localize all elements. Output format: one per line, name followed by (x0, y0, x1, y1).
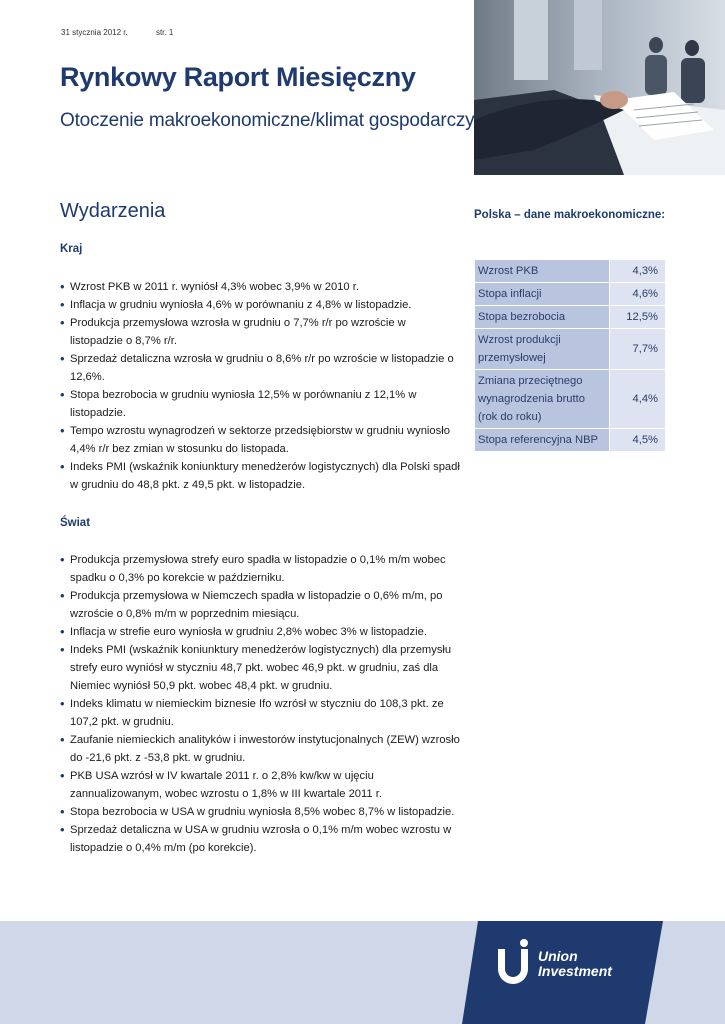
table-row (475, 260, 665, 283)
list-item: • Produkcja przemysłowa wzrosła w grudniu o 7,7% r/r po wzroście w listopadzie o 8,7% r/r. (60, 314, 460, 350)
report-subtitle: Otoczenie makroekonomiczne/klimat gospodarczy (60, 110, 475, 131)
row-label: Stopa referencyjna NBP (475, 429, 610, 452)
list-item: • Zaufanie niemieckich analityków i inwestorów instytucjonalnych (ZEW) wzrosło do -21,6 pkt. z -53,8 pkt. w grudniu. (60, 731, 460, 767)
logo-line-1: Union (538, 948, 578, 964)
row-value: 4,5% (610, 429, 666, 452)
table-row (475, 429, 665, 452)
union-investment-logo (538, 949, 612, 979)
page-meta (61, 28, 199, 37)
sidebar-title: Polska – dane makroekonomiczne: (474, 209, 666, 221)
list-item: • Indeks PMI (wskaźnik koniunktury menedżerów logistycznych) dla przemysłu strefy euro wyniósł w styczniu 48,7 pkt. wobec 46,9 pkt. w grudniu, zaś dla Niemiec wyniósł 50,9 pkt. wobec 48,4 pkt. w grudniu. (60, 641, 460, 695)
page-number: str. 1 (155, 28, 174, 37)
table-row (475, 283, 665, 306)
list-item: • Inflacja w strefie euro wyniosła w grudniu 2,8% wobec 3% w listopadzie. (60, 623, 460, 641)
table-row (475, 370, 665, 429)
footer-band (0, 921, 725, 1024)
list-item: • Stopa bezrobocia w grudniu wyniosła 12,5% w porównaniu z 12,1% w listopadzie. (60, 386, 460, 422)
row-value: 4,3% (610, 260, 666, 283)
list-item: • Wzrost PKB w 2011 r. wyniósł 4,3% wobec 3,9% w 2010 r. (60, 278, 460, 296)
list-item: • PKB USA wzrósł w IV kwartale 2011 r. o 2,8% kw/kw w ujęciu zannualizowanym, wobec wzrostu o 1,8% w III kwartale 2011 r. (60, 767, 460, 803)
row-value: 4,4% (610, 370, 666, 429)
report-title: Rynkowy Raport Miesięczny (60, 62, 416, 92)
subheading-swiat: Świat (60, 517, 91, 529)
row-label: Wzrost produkcji przemysłowej (475, 329, 610, 370)
list-item: • Indeks klimatu w niemieckim biznesie Ifo wzrósł w styczniu do 108,3 pkt. ze 107,2 pkt. w grudniu. (60, 695, 460, 731)
list-item: • Indeks PMI (wskaźnik koniunktury menedżerów logistycznych) dla Polski spadł w grudniu do 48,8 pkt. z 49,5 pkt. w listopadzie. (60, 458, 460, 494)
row-label: Stopa inflacji (475, 283, 610, 306)
list-item: • Produkcja przemysłowa strefy euro spadła w listopadzie o 0,1% m/m wobec spadku o 0,3% po korekcie w październiku. (60, 551, 460, 587)
section-title: Wydarzenia (60, 200, 166, 222)
table-row (475, 329, 665, 370)
report-date: 31 stycznia 2012 r. (61, 28, 128, 37)
macro-table (475, 260, 665, 452)
row-label: Stopa bezrobocia (475, 306, 610, 329)
list-item: • Sprzedaż detaliczna w USA w grudniu wzrosła o 0,1% m/m wobec wzrostu w listopadzie o 0,4% m/m (po korekcie). (60, 821, 460, 857)
subheading-kraj: Kraj (60, 243, 83, 255)
row-value: 12,5% (610, 306, 666, 329)
logo-line-2: Investment (538, 963, 612, 979)
kraj-list (60, 278, 460, 494)
table-row (475, 306, 665, 329)
list-item: • Produkcja przemysłowa w Niemczech spadła w listopadzie o 0,6% m/m, po wzroście o 0,8% m/m w poprzednim miesiącu. (60, 587, 460, 623)
list-item: • Stopa bezrobocia w USA w grudniu wyniosła 8,5% wobec 8,7% w listopadzie. (60, 803, 460, 821)
swiat-list (60, 551, 460, 857)
list-item: • Inflacja w grudniu wyniosła 4,6% w porównaniu z 4,8% w listopadzie. (60, 296, 460, 314)
list-item: • Sprzedaż detaliczna wzrosła w grudniu o 8,6% r/r po wzroście w listopadzie o 12,6%. (60, 350, 460, 386)
list-item: • Tempo wzrostu wynagrodzeń w sektorze przedsiębiorstw w grudniu wyniosło 4,4% r/r bez zmian w stosunku do listopada. (60, 422, 460, 458)
row-value: 7,7% (610, 329, 666, 370)
header-photo (474, 0, 725, 175)
row-value: 4,6% (610, 283, 666, 306)
row-label: Zmiana przeciętnego wynagrodzenia brutto (rok do roku) (475, 370, 610, 429)
row-label: Wzrost PKB (475, 260, 610, 283)
